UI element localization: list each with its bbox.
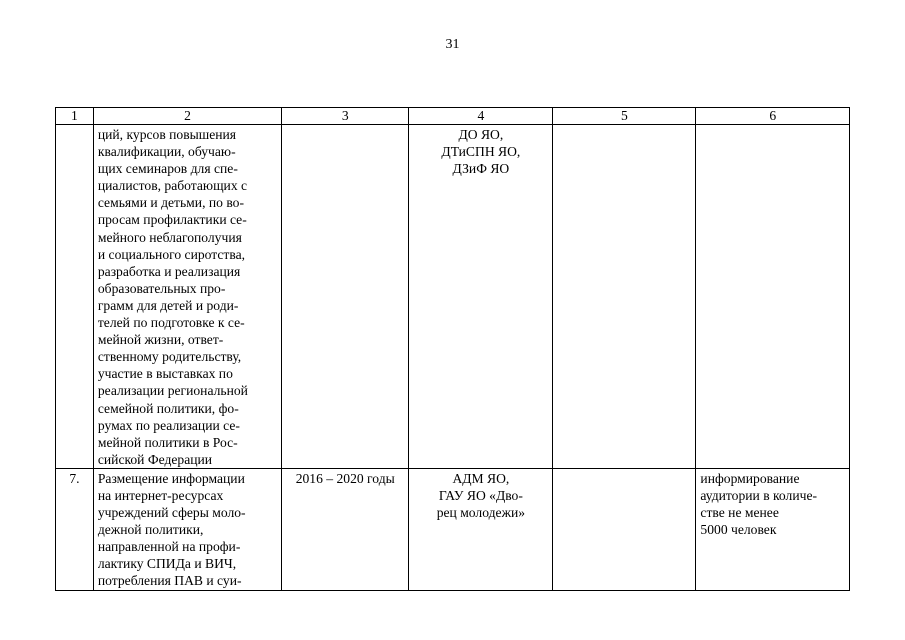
header-cell: 5 bbox=[553, 108, 696, 125]
executor-line: ДЗиФ ЯО bbox=[452, 161, 510, 177]
executor-line: АДМ ЯО, bbox=[452, 470, 510, 486]
measure-line: ций, курсов повышения bbox=[97, 127, 237, 142]
measure-line: семейной политики, фо- bbox=[97, 400, 239, 416]
measure-line: дежной политики, bbox=[97, 522, 204, 538]
measure-line: Размещение информации bbox=[97, 470, 245, 486]
executor-line: рец молодежи» bbox=[436, 505, 526, 521]
measure-line: потребления ПАВ и суи- bbox=[97, 573, 242, 589]
measure-line: сийской Федерации bbox=[97, 451, 213, 467]
page-number: 31 bbox=[445, 37, 460, 52]
header-cell: 4 bbox=[409, 108, 553, 125]
measure-cell bbox=[93, 468, 281, 590]
result-cell bbox=[696, 468, 850, 590]
measure-line: квалификации, обучаю- bbox=[97, 144, 236, 160]
period-cell bbox=[282, 125, 409, 469]
measure-line: и социального сиротства, bbox=[97, 246, 246, 262]
table-header-row bbox=[56, 108, 850, 125]
executor-cell bbox=[409, 125, 553, 469]
measure-line: мейной жизни, ответ- bbox=[97, 332, 224, 348]
measure-line: на интернет-ресурсах bbox=[97, 487, 224, 503]
measure-line: мейного неблагополучия bbox=[97, 229, 242, 245]
measure-line: образовательных про- bbox=[97, 280, 226, 296]
measure-line: грамм для детей и роди- bbox=[97, 297, 239, 313]
col5-cell bbox=[553, 468, 696, 590]
result-line: аудитории в количе- bbox=[700, 487, 818, 503]
measure-line: мейной политики в Рос- bbox=[97, 434, 238, 450]
measure-line: учреждений сферы моло- bbox=[97, 505, 246, 521]
measure-line: просам профилактики се- bbox=[97, 212, 247, 228]
header-cell: 1 bbox=[56, 108, 94, 125]
result-line: 5000 человек bbox=[700, 522, 777, 538]
executor-line: ГАУ ЯО «Дво- bbox=[438, 487, 523, 503]
measure-cell bbox=[93, 125, 281, 469]
executor-line: ДТиСПН ЯО, bbox=[441, 144, 521, 160]
period-cell: 2016 – 2020 годы bbox=[282, 468, 409, 590]
measure-line: лактику СПИДа и ВИЧ, bbox=[97, 556, 237, 572]
measure-line: семьями и детьми, по во- bbox=[97, 195, 244, 211]
measures-table bbox=[55, 107, 850, 591]
header-cell: 3 bbox=[282, 108, 409, 125]
table-row bbox=[56, 125, 850, 469]
table-row bbox=[56, 468, 850, 590]
measure-line: реализации региональной bbox=[97, 383, 248, 399]
measure-line: участие в выставках по bbox=[97, 366, 233, 382]
row-number-cell bbox=[56, 125, 94, 469]
measure-line: телей по подготовке к се- bbox=[97, 315, 245, 331]
row-number-cell: 7. bbox=[56, 468, 94, 590]
result-cell bbox=[696, 125, 850, 469]
measure-line: щих семинаров для спе- bbox=[97, 161, 238, 177]
measure-line: циалистов, работающих с bbox=[97, 178, 248, 194]
result-line: стве не менее bbox=[700, 505, 779, 521]
measure-line: румах по реализации се- bbox=[97, 417, 240, 433]
measure-line: ственному родительству, bbox=[97, 349, 242, 365]
col5-cell bbox=[553, 125, 696, 469]
executor-line: ДО ЯО, bbox=[458, 127, 504, 142]
result-line: информирование bbox=[700, 470, 800, 486]
executor-cell bbox=[409, 468, 553, 590]
measure-line: разработка и реализация bbox=[97, 263, 241, 279]
measure-line: направленной на профи- bbox=[97, 539, 241, 555]
header-cell: 2 bbox=[93, 108, 281, 125]
header-cell: 6 bbox=[696, 108, 850, 125]
